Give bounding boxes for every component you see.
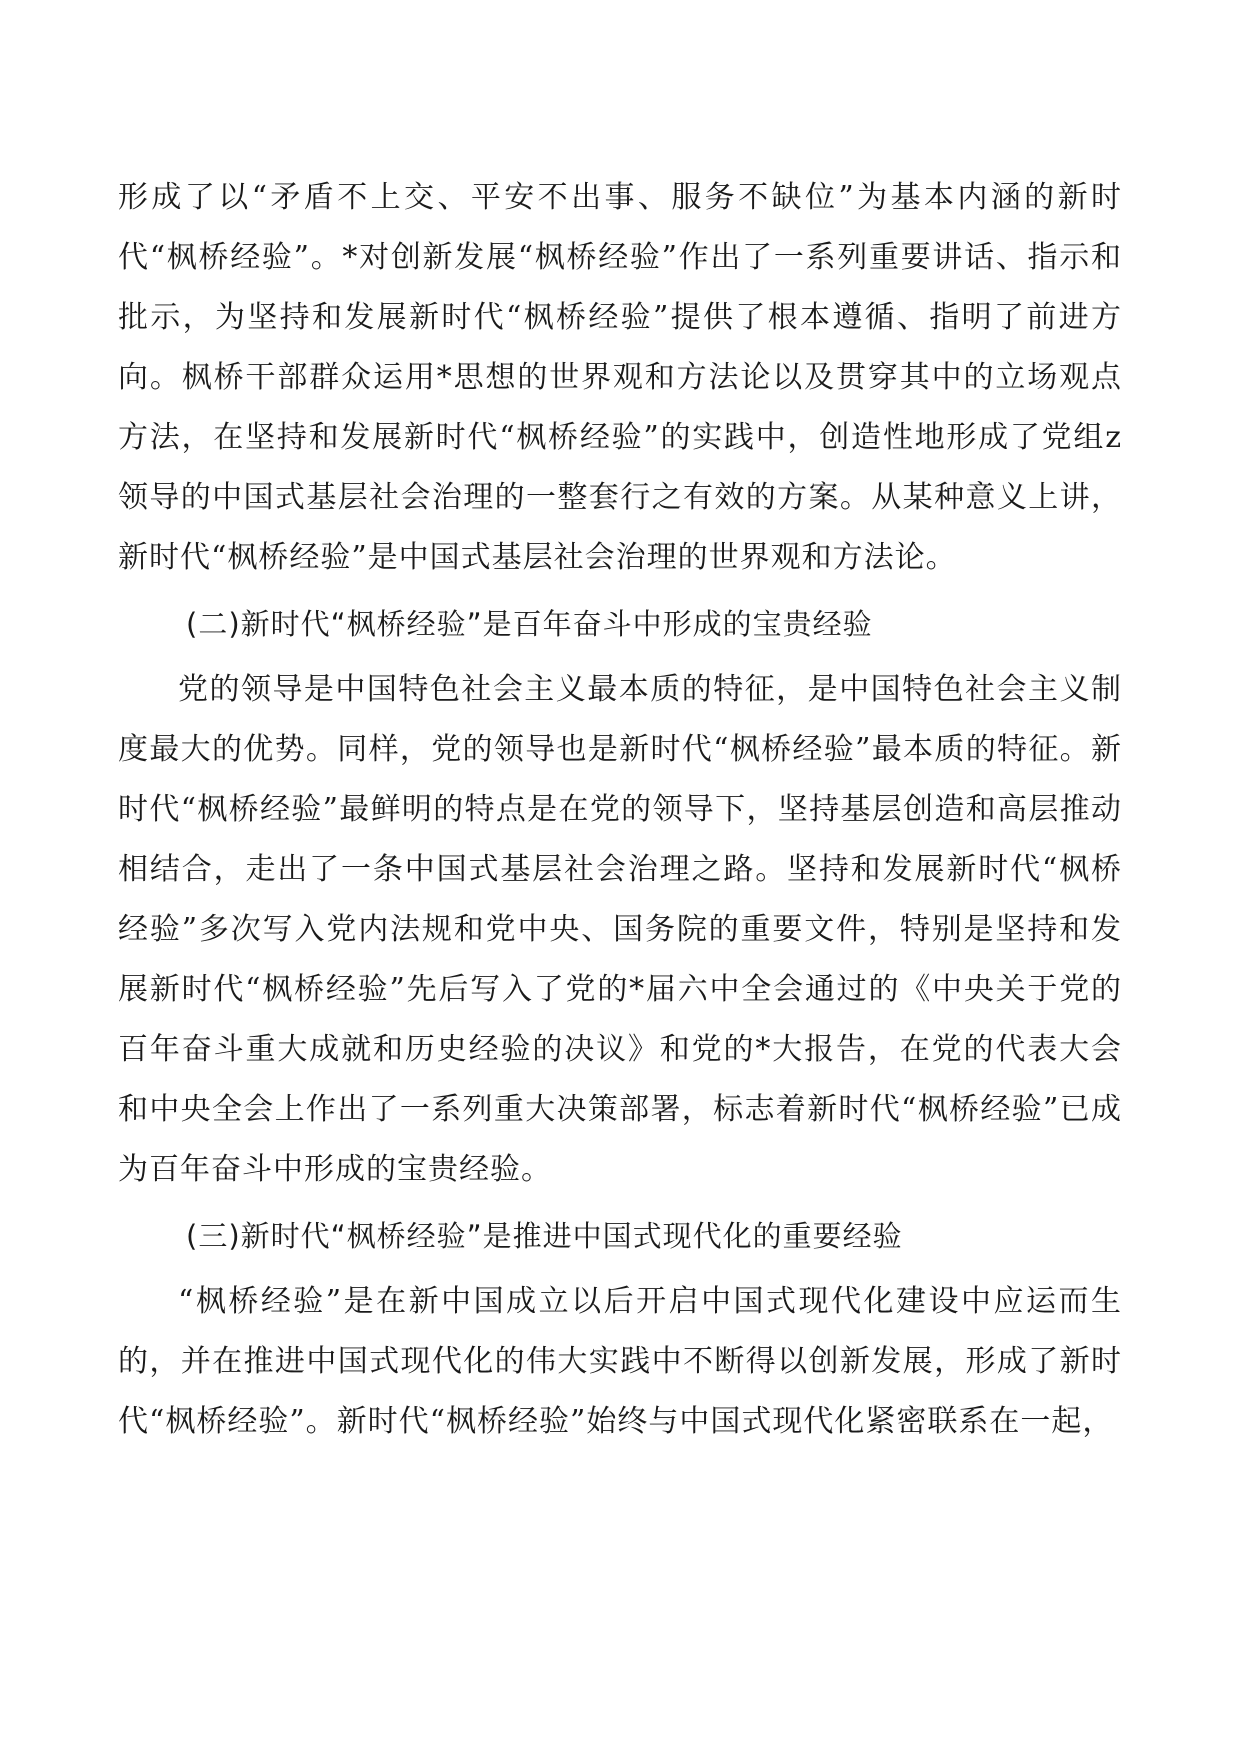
section-heading-3: (三)新时代“枫桥经验”是推进中国式现代化的重要经验: [186, 1219, 903, 1253]
section-heading-2: (二)新时代“枫桥经验”是百年奋斗中形成的宝贵经验: [186, 607, 873, 641]
paragraph-2: 党的领导是中国特色社会主义最本质的特征，是中国特色社会主义制度最大的优势。同样，党的领导也是新时代“枫桥经验”最本质的特征。新时代“枫桥经验”最鲜明的特点是在党的领导下，坚持基层创造和高层推动相结合，走出了一条中国式基层社会治理之路。坚持和发展新时代“枫桥经验”多次写入党内法规和党中央、国务院的重要文件，特别是坚持和发展新时代“枫桥经验”先后写入了党的*届六中全会通过的《中央关于党的百年奋斗重大成就和历史经验的决议》和党的*大报告，在党的代表大会和中央全会上作出了一系列重大决策部署，标志着新时代“枫桥经验”已成为百年奋斗中形成的宝贵经验。: [118, 672, 1122, 1187]
paragraph-3: “枫桥经验”是在新中国成立以后开启中国式现代化建设中应运而生的，并在推进中国式现代化的伟大实践中不断得以创新发展，形成了新时代“枫桥经验”。新时代“枫桥经验”始终与中国式现代化紧密联系在一起，: [118, 1284, 1122, 1439]
document-body: [118, 168, 1122, 1452]
paragraph-1: 形成了以“矛盾不上交、平安不出事、服务不缺位”为基本内涵的新时代“枫桥经验”。*对创新发展“枫桥经验”作出了一系列重要讲话、指示和批示，为坚持和发展新时代“枫桥经验”提供了根本遵循、指明了前进方向。枫桥干部群众运用*思想的世界观和方法论以及贯穿其中的立场观点方法，在坚持和发展新时代“枫桥经验”的实践中，创造性地形成了党组z领导的中国式基层社会治理的一整套行之有效的方案。从某种意义上讲，新时代“枫桥经验”是中国式基层社会治理的世界观和方法论。: [118, 180, 1122, 575]
